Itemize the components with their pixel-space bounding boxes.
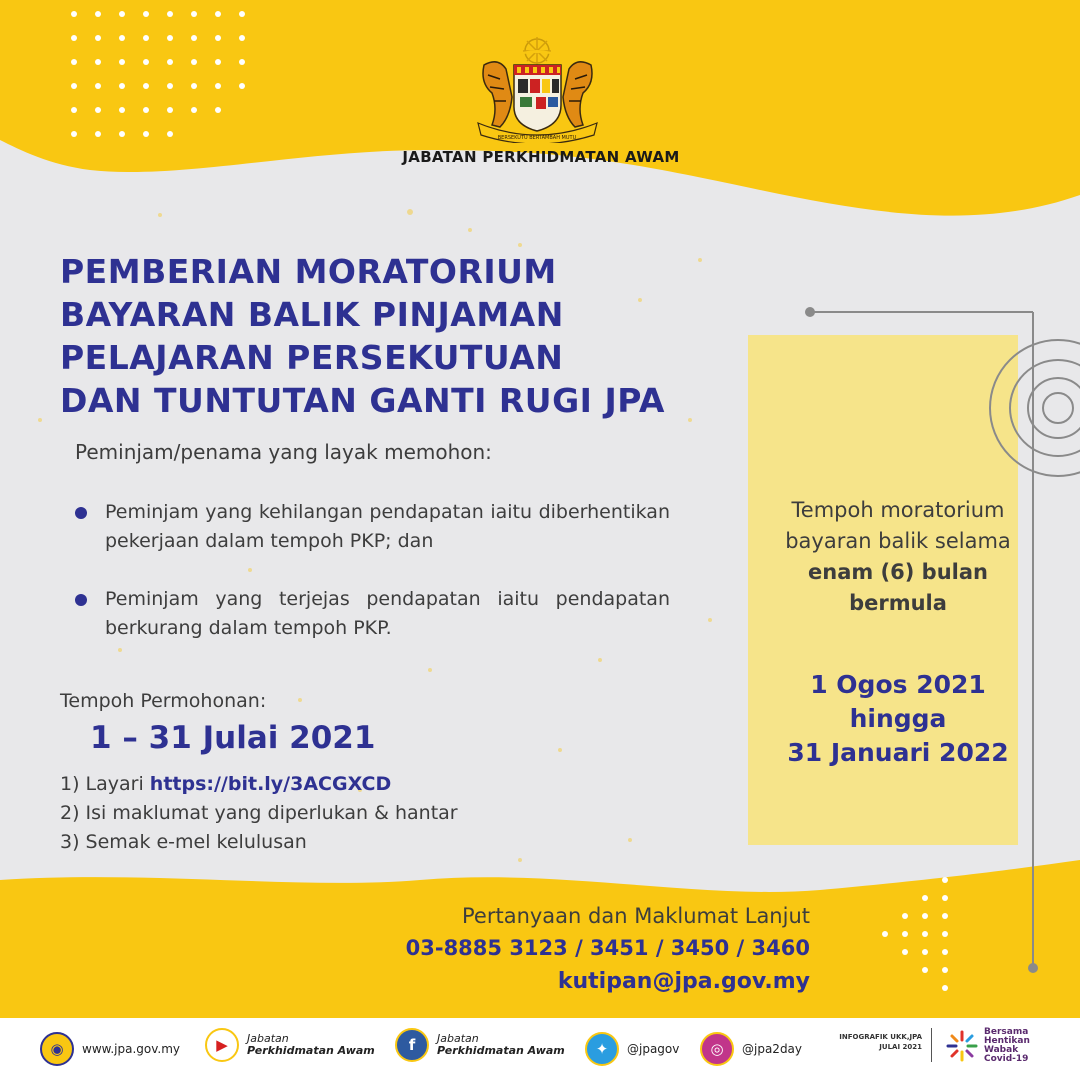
youtube-line2: Perkhidmatan Awam xyxy=(247,1044,375,1057)
step-2: 2) Isi maklumat yang diperlukan & hantar xyxy=(60,802,458,824)
footer xyxy=(0,1020,1080,1080)
instagram-handle: @jpa2day xyxy=(742,1042,803,1056)
infographic-tag xyxy=(830,1032,922,1052)
title-line: DAN TUNTUTAN GANTI RUGI JPA xyxy=(60,381,665,420)
moratorium-date-connector: hingga xyxy=(849,704,947,733)
title-line: PEMBERIAN MORATORIUM xyxy=(60,252,557,291)
bullet-text: Peminjam yang kehilangan pendapatan iaitu diberhentikan pekerjaan dalam tempoh PKP; dan xyxy=(105,501,670,552)
jata-negara-crest xyxy=(470,35,605,143)
moratorium-line: bayaran balik selama xyxy=(785,529,1011,553)
eligibility-intro: Peminjam/penama yang layak memohon: xyxy=(75,440,492,464)
step-1-prefix: 1) Layari xyxy=(60,773,150,795)
bullet-dot-icon xyxy=(75,507,87,519)
moratorium-line: bermula xyxy=(849,591,947,615)
moratorium-line: Tempoh moratorium xyxy=(791,498,1005,522)
application-period-label: Tempoh Permohonan: xyxy=(60,690,267,712)
twitter-icon: ✦ xyxy=(585,1032,619,1066)
campaign-line: Bersama xyxy=(984,1027,1029,1037)
footer-divider xyxy=(931,1028,932,1062)
facebook-text xyxy=(437,1033,565,1057)
moratorium-description xyxy=(748,495,1048,619)
campaign-line: Wabak xyxy=(984,1045,1019,1055)
moratorium-date-from: 1 Ogos 2021 xyxy=(810,670,986,699)
info-line: JULAI 2021 xyxy=(879,1043,922,1051)
youtube-line1: Jabatan xyxy=(247,1032,289,1045)
application-link[interactable]: https://bit.ly/3ACGXCD xyxy=(149,773,392,795)
moratorium-duration: enam (6) bulan xyxy=(808,560,988,584)
step-1 xyxy=(60,770,458,799)
agency-name: JABATAN PERKHIDMATAN AWAM xyxy=(402,148,680,166)
info-line: INFOGRAFIK UKK,JPA xyxy=(839,1033,922,1041)
eligibility-bullet xyxy=(75,498,670,556)
campaign-line: Hentikan xyxy=(984,1036,1030,1046)
contact-email[interactable]: kutipan@jpa.gov.my xyxy=(557,969,810,994)
application-steps xyxy=(60,770,458,857)
svg-text:BERSEKUTU BERTAMBAH MUTU: BERSEKUTU BERTAMBAH MUTU xyxy=(497,135,577,141)
covid-campaign-logo-icon xyxy=(944,1028,980,1064)
bullet-dot-icon xyxy=(75,594,87,606)
youtube-icon: ▶ xyxy=(205,1028,239,1062)
bullet-text: Peminjam yang terjejas pendapatan iaitu pendapatan berkurang dalam tempoh PKP. xyxy=(105,588,670,639)
application-period-value: 1 – 31 Julai 2021 xyxy=(90,720,376,756)
footer-instagram[interactable] xyxy=(700,1032,802,1066)
contact-heading: Pertanyaan dan Maklumat Lanjut xyxy=(462,904,810,928)
youtube-text xyxy=(247,1033,375,1057)
title-line: PELAJARAN PERSEKUTUAN xyxy=(60,338,564,377)
website-text: www.jpa.gov.my xyxy=(82,1042,181,1056)
contact-info xyxy=(380,900,810,999)
twitter-handle: @jpagov xyxy=(627,1042,680,1056)
facebook-icon: f xyxy=(395,1028,429,1062)
step-3: 3) Semak e-mel kelulusan xyxy=(60,831,307,853)
footer-website[interactable] xyxy=(40,1032,180,1066)
covid-campaign-text xyxy=(984,1028,1030,1064)
instagram-icon: ◎ xyxy=(700,1032,734,1066)
footer-twitter[interactable] xyxy=(585,1032,679,1066)
footer-facebook[interactable] xyxy=(395,1028,565,1062)
footer-youtube[interactable] xyxy=(205,1028,375,1062)
globe-icon: ◉ xyxy=(40,1032,74,1066)
moratorium-dates xyxy=(748,668,1048,770)
page-title xyxy=(60,250,665,422)
contact-phone[interactable]: 03-8885 3123 / 3451 / 3450 / 3460 xyxy=(405,936,810,960)
campaign-line: Covid-19 xyxy=(984,1054,1029,1064)
facebook-line2: Perkhidmatan Awam xyxy=(437,1044,565,1057)
title-line: BAYARAN BALIK PINJAMAN xyxy=(60,295,564,334)
facebook-line1: Jabatan xyxy=(437,1032,479,1045)
eligibility-bullet xyxy=(75,585,670,643)
moratorium-date-to: 31 Januari 2022 xyxy=(787,738,1009,767)
decorative-lines xyxy=(800,300,1080,1000)
